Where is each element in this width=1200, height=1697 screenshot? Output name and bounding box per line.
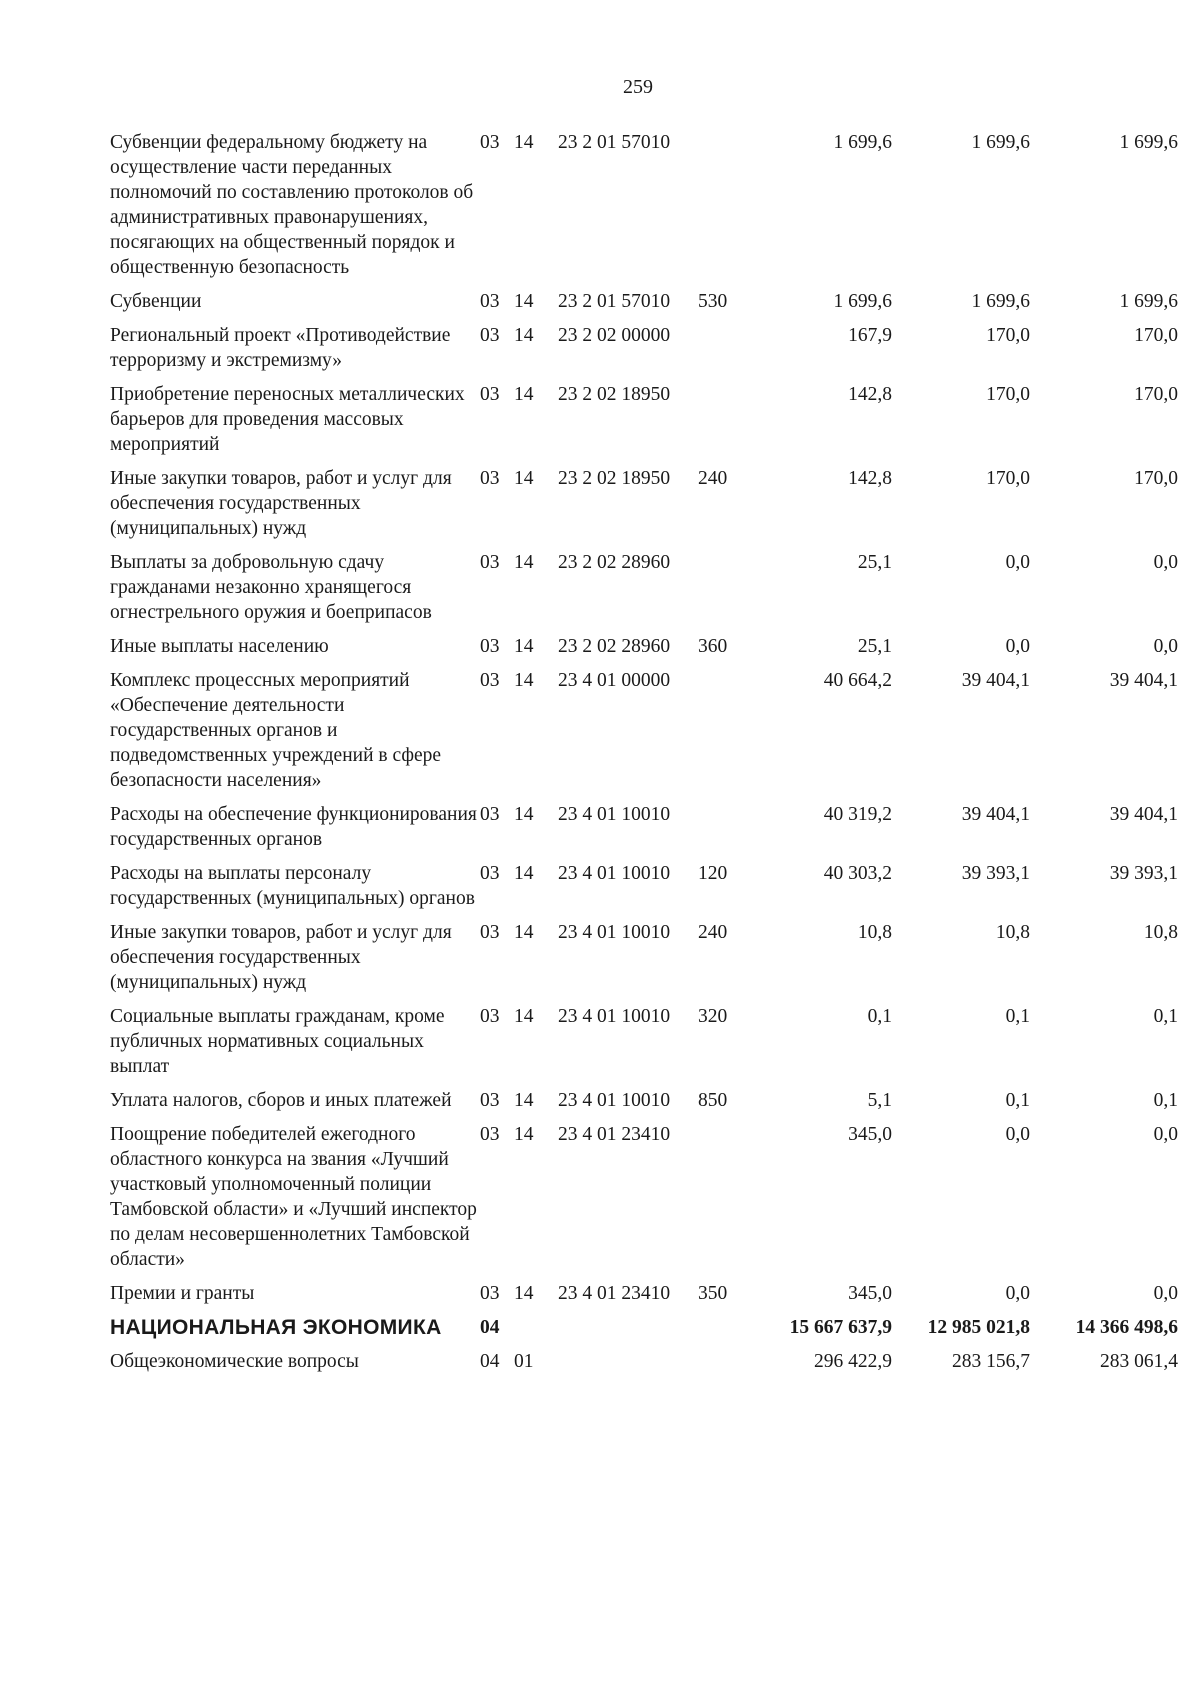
- row-amount-year2: 1 699,6: [971, 291, 1030, 312]
- row-name: Региональный проект «Противодействие терроризму и экстремизму»: [110, 325, 451, 371]
- row-expense-type: 320: [698, 1006, 728, 1027]
- row-amount-year3: 0,1: [1153, 1006, 1178, 1027]
- row-target-article: 23 4 01 10010: [558, 922, 671, 943]
- row-target-article: 23 2 02 18950: [558, 384, 671, 405]
- row-amount-year3: 170,0: [1134, 325, 1178, 346]
- row-expense-type: [698, 802, 756, 861]
- row-amount-year2: 39 393,1: [961, 863, 1030, 884]
- row-name: Поощрение победителей ежегодного областного конкурса на звания «Лучший участковый уполномоченный полиции Тамбовской области» и «Лучший инспектор по делам несовершеннолетних Тамбовской области»: [110, 1124, 477, 1270]
- row-target-article: 23 2 02 28960: [558, 552, 671, 573]
- row-section-code: 03: [480, 325, 500, 346]
- row-amount-year3: 170,0: [1134, 384, 1178, 405]
- row-amount-year3: 0,0: [1153, 552, 1178, 573]
- row-target-article: 23 2 02 28960: [558, 636, 671, 657]
- row-subsection-code: 14: [514, 468, 534, 489]
- row-expense-type: [698, 550, 756, 634]
- row-subsection-code: 14: [514, 804, 534, 825]
- row-section-code: 03: [480, 1124, 500, 1145]
- table-row: [110, 1349, 1178, 1383]
- row-name: Приобретение переносных металлических барьеров для проведения массовых мероприятий: [110, 384, 465, 455]
- row-amount-year3: 0,0: [1153, 1283, 1178, 1304]
- row-expense-type: [698, 668, 756, 802]
- row-amount-year2: 170,0: [986, 384, 1030, 405]
- row-subsection-code: [514, 1315, 558, 1349]
- table-row: [110, 1315, 1178, 1349]
- row-section-code: 03: [480, 132, 500, 153]
- row-amount-year1: 296 422,9: [814, 1351, 892, 1372]
- row-subsection-code: 14: [514, 670, 534, 691]
- row-expense-type: [698, 1349, 756, 1383]
- table-row: [110, 668, 1178, 802]
- row-amount-year1: 345,0: [848, 1283, 892, 1304]
- row-name: Социальные выплаты гражданам, кроме публичных нормативных социальных выплат: [110, 1006, 445, 1077]
- row-subsection-code: 14: [514, 1283, 534, 1304]
- row-target-article: [558, 1315, 698, 1349]
- row-amount-year2: 1 699,6: [971, 132, 1030, 153]
- row-subsection-code: 14: [514, 325, 534, 346]
- row-target-article: 23 4 01 10010: [558, 863, 671, 884]
- row-section-code: 04: [480, 1317, 500, 1338]
- row-amount-year2: 39 404,1: [961, 670, 1030, 691]
- row-name: Общеэкономические вопросы: [110, 1351, 359, 1372]
- row-amount-year1: 142,8: [848, 468, 892, 489]
- row-amount-year1: 25,1: [857, 636, 892, 657]
- row-amount-year2: 39 404,1: [961, 804, 1030, 825]
- row-section-code: 03: [480, 863, 500, 884]
- row-target-article: 23 2 01 57010: [558, 132, 671, 153]
- row-name: Субвенции федеральному бюджету на осуществление части переданных полномочий по составлению протоколов об административных правонарушениях, посягающих на общественный порядок и общественную безопасность: [110, 132, 474, 278]
- row-amount-year1: 15 667 637,9: [789, 1317, 892, 1338]
- row-name: Комплекс процессных мероприятий «Обеспечение деятельности государственных органов и подведомственных учреждений в сфере безопасности населения»: [110, 670, 442, 791]
- row-name: НАЦИОНАЛЬНАЯ ЭКОНОМИКА: [110, 1316, 442, 1339]
- row-section-code: 03: [480, 552, 500, 573]
- row-expense-type: 240: [698, 922, 728, 943]
- row-amount-year1: 345,0: [848, 1124, 892, 1145]
- row-amount-year2: 12 985 021,8: [927, 1317, 1030, 1338]
- row-amount-year2: 0,0: [1005, 552, 1030, 573]
- row-subsection-code: 14: [514, 552, 534, 573]
- row-section-code: 03: [480, 1006, 500, 1027]
- row-expense-type: 530: [698, 291, 728, 312]
- row-amount-year2: 0,1: [1005, 1090, 1030, 1111]
- row-subsection-code: 14: [514, 291, 534, 312]
- row-amount-year1: 40 303,2: [823, 863, 892, 884]
- row-amount-year1: 1 699,6: [833, 291, 892, 312]
- table-row: [110, 1281, 1178, 1315]
- row-target-article: [558, 1349, 698, 1383]
- row-name: Иные закупки товаров, работ и услуг для обеспечения государственных (муниципальных) нужд: [110, 468, 452, 539]
- row-amount-year1: 167,9: [848, 325, 892, 346]
- row-amount-year2: 283 156,7: [952, 1351, 1030, 1372]
- table-row: [110, 920, 1178, 1004]
- row-amount-year3: 14 366 498,6: [1075, 1317, 1178, 1338]
- row-amount-year1: 40 664,2: [823, 670, 892, 691]
- table-row: [110, 323, 1178, 382]
- row-section-code: 03: [480, 291, 500, 312]
- row-amount-year2: 0,0: [1005, 636, 1030, 657]
- row-amount-year3: 39 393,1: [1109, 863, 1178, 884]
- row-section-code: 03: [480, 1090, 500, 1111]
- table-row: [110, 550, 1178, 634]
- budget-table-body: [110, 130, 1178, 1383]
- table-row: [110, 289, 1178, 323]
- row-section-code: 03: [480, 468, 500, 489]
- table-row: [110, 861, 1178, 920]
- row-subsection-code: 14: [514, 636, 534, 657]
- row-subsection-code: 14: [514, 1124, 534, 1145]
- row-amount-year3: 1 699,6: [1119, 132, 1178, 153]
- table-row: [110, 466, 1178, 550]
- page-number: 259: [623, 76, 653, 98]
- row-expense-type: [698, 130, 756, 289]
- row-target-article: 23 4 01 10010: [558, 804, 671, 825]
- row-amount-year3: 0,0: [1153, 1124, 1178, 1145]
- row-amount-year1: 25,1: [857, 552, 892, 573]
- row-section-code: 04: [480, 1351, 500, 1372]
- table-row: [110, 802, 1178, 861]
- row-amount-year3: 39 404,1: [1109, 670, 1178, 691]
- row-name: Расходы на обеспечение функционирования государственных органов: [110, 804, 477, 850]
- row-amount-year1: 40 319,2: [823, 804, 892, 825]
- row-amount-year3: 1 699,6: [1119, 291, 1178, 312]
- row-name: Иные закупки товаров, работ и услуг для обеспечения государственных (муниципальных) нужд: [110, 922, 452, 993]
- row-subsection-code: 14: [514, 922, 534, 943]
- table-row: [110, 634, 1178, 668]
- row-target-article: 23 4 01 10010: [558, 1006, 671, 1027]
- row-subsection-code: 14: [514, 132, 534, 153]
- row-amount-year2: 170,0: [986, 325, 1030, 346]
- table-row: [110, 1088, 1178, 1122]
- row-amount-year3: 0,1: [1153, 1090, 1178, 1111]
- row-subsection-code: 01: [514, 1351, 534, 1372]
- table-row: [110, 130, 1178, 289]
- row-target-article: 23 4 01 23410: [558, 1124, 671, 1145]
- row-amount-year3: 170,0: [1134, 468, 1178, 489]
- row-name: Выплаты за добровольную сдачу гражданами незаконно хранящегося огнестрельного оружия и боеприпасов: [110, 552, 432, 623]
- row-expense-type: 240: [698, 468, 728, 489]
- row-subsection-code: 14: [514, 1006, 534, 1027]
- row-target-article: 23 2 01 57010: [558, 291, 671, 312]
- row-amount-year3: 39 404,1: [1109, 804, 1178, 825]
- row-target-article: 23 2 02 18950: [558, 468, 671, 489]
- row-name: Иные выплаты населению: [110, 636, 329, 657]
- table-row: [110, 382, 1178, 466]
- row-section-code: 03: [480, 670, 500, 691]
- budget-table: [110, 130, 1178, 1383]
- row-section-code: 03: [480, 384, 500, 405]
- row-section-code: 03: [480, 1283, 500, 1304]
- row-amount-year2: 0,1: [1005, 1006, 1030, 1027]
- row-amount-year1: 5,1: [867, 1090, 892, 1111]
- row-expense-type: [698, 1315, 756, 1349]
- row-expense-type: 350: [698, 1283, 728, 1304]
- row-section-code: 03: [480, 922, 500, 943]
- row-target-article: 23 4 01 10010: [558, 1090, 671, 1111]
- table-row: [110, 1122, 1178, 1281]
- row-amount-year2: 0,0: [1005, 1124, 1030, 1145]
- row-expense-type: [698, 1122, 756, 1281]
- row-subsection-code: 14: [514, 1090, 534, 1111]
- row-expense-type: 120: [698, 863, 728, 884]
- row-expense-type: [698, 323, 756, 382]
- row-amount-year3: 0,0: [1153, 636, 1178, 657]
- row-amount-year2: 170,0: [986, 468, 1030, 489]
- row-amount-year1: 142,8: [848, 384, 892, 405]
- row-target-article: 23 4 01 23410: [558, 1283, 671, 1304]
- row-name: Расходы на выплаты персоналу государственных (муниципальных) органов: [110, 863, 475, 909]
- row-amount-year1: 10,8: [857, 922, 892, 943]
- row-expense-type: [698, 382, 756, 466]
- row-amount-year1: 1 699,6: [833, 132, 892, 153]
- row-section-code: 03: [480, 636, 500, 657]
- row-name: Уплата налогов, сборов и иных платежей: [110, 1090, 452, 1111]
- row-amount-year2: 10,8: [995, 922, 1030, 943]
- row-target-article: 23 2 02 00000: [558, 325, 671, 346]
- row-section-code: 03: [480, 804, 500, 825]
- row-name: Субвенции: [110, 291, 202, 312]
- row-amount-year3: 283 061,4: [1100, 1351, 1178, 1372]
- row-amount-year3: 10,8: [1143, 922, 1178, 943]
- row-expense-type: 850: [698, 1090, 728, 1111]
- row-target-article: 23 4 01 00000: [558, 670, 671, 691]
- row-subsection-code: 14: [514, 384, 534, 405]
- row-name: Премии и гранты: [110, 1283, 255, 1304]
- row-amount-year1: 0,1: [867, 1006, 892, 1027]
- row-subsection-code: 14: [514, 863, 534, 884]
- table-row: [110, 1004, 1178, 1088]
- row-amount-year2: 0,0: [1005, 1283, 1030, 1304]
- row-expense-type: 360: [698, 636, 728, 657]
